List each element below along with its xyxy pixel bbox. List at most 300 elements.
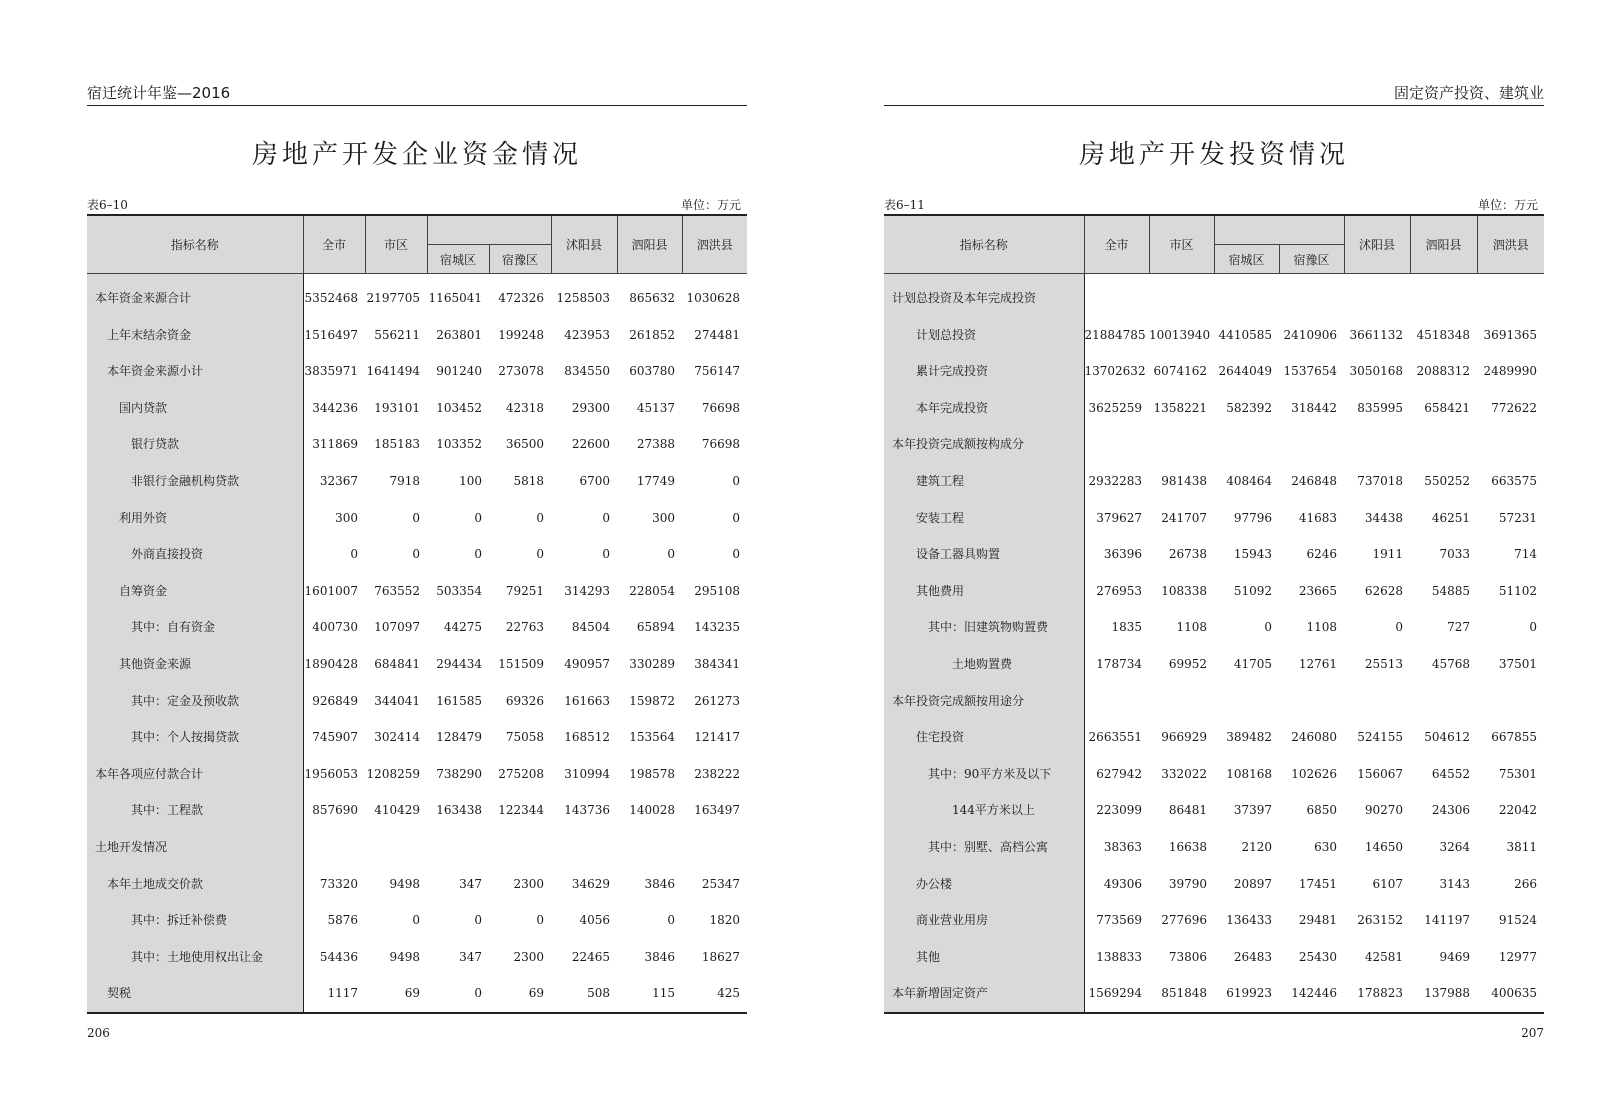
cell-value <box>1477 426 1544 463</box>
row-label: 其中：自有资金 <box>87 609 303 646</box>
cell-value: 32367 <box>319 473 358 488</box>
cell-value: 2410906 <box>1283 327 1337 342</box>
capital-table-body <box>87 274 747 1013</box>
cell-value: 3050168 <box>1349 364 1403 379</box>
cell-value: 857690 <box>312 803 358 818</box>
right-page <box>884 0 1544 1099</box>
cell-value: 727 <box>1447 620 1470 635</box>
cell-value: 274481 <box>694 327 740 342</box>
cell-value: 347 <box>459 876 482 891</box>
table-row <box>87 829 747 866</box>
cell-value: 18627 <box>701 949 740 964</box>
cell-value: 140028 <box>629 803 675 818</box>
cell-value: 966929 <box>1161 730 1207 745</box>
cell-value: 0 <box>667 913 675 928</box>
cell-value: 15943 <box>1233 547 1272 562</box>
cell-value: 0 <box>412 547 420 562</box>
cell-value: 57231 <box>1498 510 1537 525</box>
table-row <box>87 353 747 390</box>
cell-value: 91524 <box>1498 913 1537 928</box>
table-row <box>884 500 1544 537</box>
cell-value: 3846 <box>644 876 675 891</box>
cell-value: 5352468 <box>304 291 358 305</box>
cell-value: 49306 <box>1103 876 1142 891</box>
cell-value: 76698 <box>701 437 740 452</box>
cell-value: 246848 <box>1291 473 1337 488</box>
cell-value: 37501 <box>1498 656 1537 671</box>
cell-value: 627942 <box>1096 766 1142 781</box>
row-label: 其中：个人按揭贷款 <box>87 719 303 756</box>
header-siyang: 泗阳县 <box>1410 215 1477 274</box>
cell-value: 582392 <box>1226 400 1272 415</box>
row-label: 本年完成投资 <box>884 390 1084 427</box>
cell-value <box>1410 426 1477 463</box>
cell-value: 45768 <box>1431 656 1470 671</box>
table-row <box>884 792 1544 829</box>
table-row <box>87 792 747 829</box>
cell-value: 0 <box>412 510 420 525</box>
cell-value: 143736 <box>564 803 610 818</box>
table-row <box>884 274 1544 317</box>
cell-value: 23665 <box>1298 583 1337 598</box>
row-label: 其中：定金及预收款 <box>87 683 303 720</box>
cell-value <box>682 829 747 866</box>
cell-value: 34438 <box>1364 510 1403 525</box>
cell-value: 156067 <box>1357 766 1403 781</box>
cell-value: 423953 <box>564 327 610 342</box>
cell-value: 1569294 <box>1088 986 1142 1001</box>
cell-value: 330289 <box>629 656 675 671</box>
row-label: 住宅投资 <box>884 719 1084 756</box>
cell-value: 273078 <box>498 364 544 379</box>
cell-value: 69952 <box>1168 656 1207 671</box>
cell-value: 981438 <box>1161 473 1207 488</box>
table-code-left: 表6–10 <box>87 198 128 212</box>
table-unit-left: 单位：万元 <box>680 198 741 212</box>
cell-value: 238222 <box>694 766 740 781</box>
cell-value: 550252 <box>1424 473 1470 488</box>
cell-value <box>1344 426 1410 463</box>
cell-value: 472326 <box>498 291 544 305</box>
cell-value: 0 <box>350 547 358 562</box>
table-row <box>87 719 747 756</box>
cell-value: 504612 <box>1424 730 1470 745</box>
row-label: 本年各项应付款合计 <box>87 756 303 793</box>
cell-value <box>1344 683 1410 720</box>
cell-value: 1835 <box>1111 620 1142 635</box>
cell-value: 7033 <box>1439 547 1470 562</box>
cell-value: 1820 <box>709 913 740 928</box>
cell-value: 0 <box>602 510 610 525</box>
row-label: 上年末结余资金 <box>87 317 303 354</box>
cell-value: 178823 <box>1357 986 1403 1001</box>
cell-value: 310994 <box>564 766 610 781</box>
table-row <box>884 756 1544 793</box>
cell-value <box>1149 426 1214 463</box>
cell-value: 0 <box>536 547 544 562</box>
row-label: 外商直接投资 <box>87 536 303 573</box>
cell-value: 161585 <box>436 693 482 708</box>
row-label: 计划总投资及本年完成投资 <box>884 274 1084 317</box>
table-row <box>87 317 747 354</box>
cell-value: 62628 <box>1364 583 1403 598</box>
table-row <box>884 463 1544 500</box>
table-row <box>87 536 747 573</box>
table-row <box>87 390 747 427</box>
cell-value: 12761 <box>1298 656 1337 671</box>
cell-value: 5818 <box>513 473 544 488</box>
cell-value: 103352 <box>436 437 482 452</box>
cell-value: 103452 <box>436 400 482 415</box>
cell-value: 763552 <box>374 583 420 598</box>
cell-value: 73320 <box>319 876 358 891</box>
cell-value: 2932283 <box>1088 473 1142 488</box>
cell-value: 42581 <box>1364 949 1403 964</box>
cell-value: 76698 <box>701 400 740 415</box>
cell-value: 6700 <box>579 473 610 488</box>
cell-value: 37397 <box>1233 803 1272 818</box>
cell-value <box>1084 426 1149 463</box>
cell-value: 41683 <box>1298 510 1337 525</box>
cell-value <box>1149 683 1214 720</box>
cell-value <box>1410 274 1477 317</box>
cell-value: 136433 <box>1226 913 1272 928</box>
cell-value: 314293 <box>564 583 610 598</box>
cell-value: 0 <box>1264 620 1272 635</box>
cell-value: 294434 <box>436 656 482 671</box>
table-row <box>87 573 747 610</box>
cell-value: 0 <box>474 913 482 928</box>
cell-value: 663575 <box>1491 473 1537 488</box>
cell-value: 168512 <box>564 730 610 745</box>
header-suyu: 宿豫区 <box>489 245 551 274</box>
table-row <box>87 756 747 793</box>
cell-value: 51092 <box>1233 583 1272 598</box>
cell-value: 318442 <box>1291 400 1337 415</box>
cell-value: 13702632 <box>1084 364 1146 379</box>
cell-value: 0 <box>732 473 740 488</box>
cell-value: 2489990 <box>1483 364 1537 379</box>
header-sucheng: 宿城区 <box>1214 245 1279 274</box>
cell-value: 277696 <box>1161 913 1207 928</box>
row-label: 本年资金来源小计 <box>87 353 303 390</box>
cell-value: 1108 <box>1176 620 1207 635</box>
cell-value: 295108 <box>694 583 740 598</box>
cell-value: 12977 <box>1498 949 1537 964</box>
cell-value: 2088312 <box>1416 364 1470 379</box>
cell-value: 261852 <box>629 327 675 342</box>
cell-value: 3811 <box>1506 839 1537 854</box>
cell-value <box>1084 274 1149 317</box>
cell-value: 90270 <box>1364 803 1403 818</box>
cell-value: 16638 <box>1168 839 1207 854</box>
cell-value: 34629 <box>571 876 610 891</box>
cell-value: 4518348 <box>1416 327 1470 342</box>
cell-value: 137988 <box>1424 986 1470 1001</box>
cell-value: 2663551 <box>1088 730 1142 745</box>
cell-value: 714 <box>1514 547 1537 562</box>
row-label: 设备工器具购置 <box>884 536 1084 573</box>
row-label: 累计完成投资 <box>884 353 1084 390</box>
row-label: 其中：旧建筑物购置费 <box>884 609 1084 646</box>
cell-value: 6246 <box>1306 547 1337 562</box>
running-head-right: 固定资产投资、建筑业 <box>884 85 1544 106</box>
cell-value: 228054 <box>629 583 675 598</box>
row-label: 土地购置费 <box>884 646 1084 683</box>
cell-value: 185183 <box>374 437 420 452</box>
table-row <box>87 426 747 463</box>
cell-value: 737018 <box>1357 473 1403 488</box>
table-row <box>884 609 1544 646</box>
cell-value: 865632 <box>629 291 675 305</box>
cell-value: 630 <box>1314 839 1337 854</box>
cell-value: 311869 <box>312 437 358 452</box>
cell-value: 223099 <box>1096 803 1142 818</box>
row-label: 其中：土地使用权出让金 <box>87 939 303 976</box>
investment-table-body <box>884 274 1544 1013</box>
cell-value <box>1279 683 1344 720</box>
page-title-left: 房地产开发企业资金情况 <box>251 140 582 170</box>
cell-value: 36396 <box>1103 547 1142 562</box>
cell-value: 102626 <box>1291 766 1337 781</box>
row-label: 本年新增固定资产 <box>884 975 1084 1013</box>
cell-value: 128479 <box>436 730 482 745</box>
table-row <box>884 573 1544 610</box>
cell-value: 2300 <box>513 876 544 891</box>
row-label: 计划总投资 <box>884 317 1084 354</box>
cell-value: 389482 <box>1226 730 1272 745</box>
cell-value: 6850 <box>1306 803 1337 818</box>
table-row <box>884 939 1544 976</box>
cell-value: 658421 <box>1424 400 1470 415</box>
table-row <box>884 719 1544 756</box>
cell-value: 122344 <box>498 803 544 818</box>
cell-value: 0 <box>474 547 482 562</box>
cell-value: 27388 <box>636 437 675 452</box>
cell-value: 667855 <box>1491 730 1537 745</box>
cell-value: 0 <box>536 510 544 525</box>
row-label: 其中：拆迁补偿费 <box>87 902 303 939</box>
table-meta-left <box>87 196 747 212</box>
table-meta-right <box>884 196 1544 212</box>
table-row <box>87 274 747 317</box>
row-label: 非银行金融机构贷款 <box>87 463 303 500</box>
cell-value: 261273 <box>694 693 740 708</box>
cell-value: 901240 <box>436 364 482 379</box>
cell-value: 44275 <box>443 620 482 635</box>
header-urban: 市区 <box>365 215 427 274</box>
cell-value: 3661132 <box>1349 327 1403 342</box>
header-urban-strip <box>427 215 551 245</box>
cell-value: 263152 <box>1357 913 1403 928</box>
cell-value: 1911 <box>1372 547 1403 562</box>
cell-value: 69326 <box>505 693 544 708</box>
cell-value: 619923 <box>1226 986 1272 1001</box>
cell-value: 14650 <box>1364 839 1403 854</box>
cell-value: 39790 <box>1168 876 1207 891</box>
table-row <box>884 536 1544 573</box>
cell-value: 835995 <box>1357 400 1403 415</box>
header-city: 全市 <box>303 215 365 274</box>
table-row <box>87 902 747 939</box>
page-number-left: 206 <box>87 1026 110 1040</box>
cell-value: 0 <box>602 547 610 562</box>
table-row <box>884 975 1544 1013</box>
cell-value <box>1214 274 1279 317</box>
cell-value: 1516497 <box>304 327 358 342</box>
cell-value: 263801 <box>436 327 482 342</box>
header-sucheng: 宿城区 <box>427 245 489 274</box>
row-label: 自筹资金 <box>87 573 303 610</box>
cell-value: 73806 <box>1168 949 1207 964</box>
page-title-right: 房地产开发投资情况 <box>1078 140 1349 170</box>
table-code-right: 表6–11 <box>884 198 925 212</box>
table-unit-right: 单位：万元 <box>1477 198 1538 212</box>
cell-value: 17749 <box>636 473 675 488</box>
cell-value: 1890428 <box>304 656 358 671</box>
cell-value: 332022 <box>1161 766 1207 781</box>
cell-value: 29300 <box>571 400 610 415</box>
cell-value: 161663 <box>564 693 610 708</box>
table-row <box>884 646 1544 683</box>
cell-value: 1601007 <box>304 583 358 598</box>
cell-value: 29481 <box>1298 913 1337 928</box>
cell-value: 51102 <box>1498 583 1537 598</box>
cell-value: 26738 <box>1168 547 1207 562</box>
cell-value: 108168 <box>1226 766 1272 781</box>
cell-value: 1358221 <box>1153 400 1207 415</box>
cell-value: 408464 <box>1226 473 1272 488</box>
cell-value <box>303 829 365 866</box>
table-row <box>884 829 1544 866</box>
table-row <box>87 683 747 720</box>
cell-value: 163438 <box>436 803 482 818</box>
cell-value: 344041 <box>374 693 420 708</box>
row-label: 本年投资完成额按构成分 <box>884 426 1084 463</box>
cell-value: 266 <box>1514 876 1537 891</box>
cell-value: 508 <box>587 986 610 1001</box>
investment-table <box>884 214 1544 1014</box>
cell-value: 20897 <box>1233 876 1272 891</box>
cell-value: 121417 <box>694 730 740 745</box>
table-row <box>884 390 1544 427</box>
cell-value: 344236 <box>312 400 358 415</box>
header-shuyang: 沭阳县 <box>551 215 617 274</box>
cell-value: 1641494 <box>366 364 420 379</box>
cell-value <box>1214 426 1279 463</box>
table-row <box>884 683 1544 720</box>
cell-value: 153564 <box>629 730 675 745</box>
row-label: 办公楼 <box>884 866 1084 903</box>
cell-value: 22600 <box>571 437 610 452</box>
cell-value: 5876 <box>327 913 358 928</box>
cell-value: 86481 <box>1168 803 1207 818</box>
page-number-right: 207 <box>1521 1026 1544 1040</box>
cell-value: 425 <box>717 986 740 1001</box>
header-siyang: 泗阳县 <box>617 215 682 274</box>
header-sihong: 泗洪县 <box>682 215 747 274</box>
cell-value: 107097 <box>374 620 420 635</box>
cell-value: 503354 <box>436 583 482 598</box>
row-label: 本年投资完成额按用途分 <box>884 683 1084 720</box>
table-row <box>87 500 747 537</box>
row-label: 银行贷款 <box>87 426 303 463</box>
cell-value: 1165041 <box>428 291 482 305</box>
row-label: 建筑工程 <box>884 463 1084 500</box>
cell-value <box>1477 683 1544 720</box>
cell-value: 738290 <box>436 766 482 781</box>
cell-value: 22763 <box>505 620 544 635</box>
cell-value: 21884785 <box>1084 327 1146 342</box>
cell-value: 75301 <box>1498 766 1537 781</box>
cell-value: 0 <box>474 986 482 1001</box>
cell-value: 834550 <box>564 364 610 379</box>
row-label: 其他资金来源 <box>87 646 303 683</box>
cell-value: 38363 <box>1103 839 1142 854</box>
cell-value: 75058 <box>505 730 544 745</box>
cell-value: 2197705 <box>366 291 420 305</box>
cell-value: 0 <box>1395 620 1403 635</box>
cell-value: 142446 <box>1291 986 1337 1001</box>
cell-value: 410429 <box>374 803 420 818</box>
cell-value: 64552 <box>1431 766 1470 781</box>
row-label: 国内贷款 <box>87 390 303 427</box>
cell-value <box>1410 683 1477 720</box>
cell-value: 0 <box>1529 620 1537 635</box>
cell-value: 490957 <box>564 656 610 671</box>
cell-value: 141197 <box>1424 913 1470 928</box>
cell-value: 22042 <box>1498 803 1537 818</box>
cell-value: 178734 <box>1096 656 1142 671</box>
table-row <box>884 317 1544 354</box>
cell-value: 1258503 <box>556 291 610 305</box>
row-label: 其中：工程款 <box>87 792 303 829</box>
cell-value: 400635 <box>1491 986 1537 1001</box>
cell-value: 1537654 <box>1283 364 1337 379</box>
cell-value: 151509 <box>498 656 544 671</box>
table-row <box>87 463 747 500</box>
cell-value: 17451 <box>1298 876 1337 891</box>
cell-value: 54436 <box>319 949 358 964</box>
row-label: 本年资金来源合计 <box>87 274 303 317</box>
cell-value: 745907 <box>312 730 358 745</box>
cell-value: 302414 <box>374 730 420 745</box>
cell-value: 84504 <box>571 620 610 635</box>
cell-value: 9498 <box>389 949 420 964</box>
cell-value: 7918 <box>389 473 420 488</box>
table-row <box>87 609 747 646</box>
header-shuyang: 沭阳县 <box>1344 215 1410 274</box>
cell-value: 36500 <box>505 437 544 452</box>
header-urban-strip <box>1214 215 1344 245</box>
cell-value: 1030628 <box>686 291 740 305</box>
header-indicator: 指标名称 <box>884 215 1084 274</box>
cell-value: 6107 <box>1372 876 1403 891</box>
cell-value: 9498 <box>389 876 420 891</box>
cell-value: 603780 <box>629 364 675 379</box>
cell-value: 4056 <box>579 913 610 928</box>
cell-value <box>1084 683 1149 720</box>
cell-value: 54885 <box>1431 583 1470 598</box>
cell-value: 300 <box>335 510 358 525</box>
cell-value: 0 <box>667 547 675 562</box>
cell-value: 0 <box>474 510 482 525</box>
table-row <box>87 975 747 1013</box>
running-head-left: 宿迁统计年鉴—2016 <box>87 85 747 106</box>
row-label: 其中：90平方米及以下 <box>884 756 1084 793</box>
cell-value: 246080 <box>1291 730 1337 745</box>
cell-value: 400730 <box>312 620 358 635</box>
